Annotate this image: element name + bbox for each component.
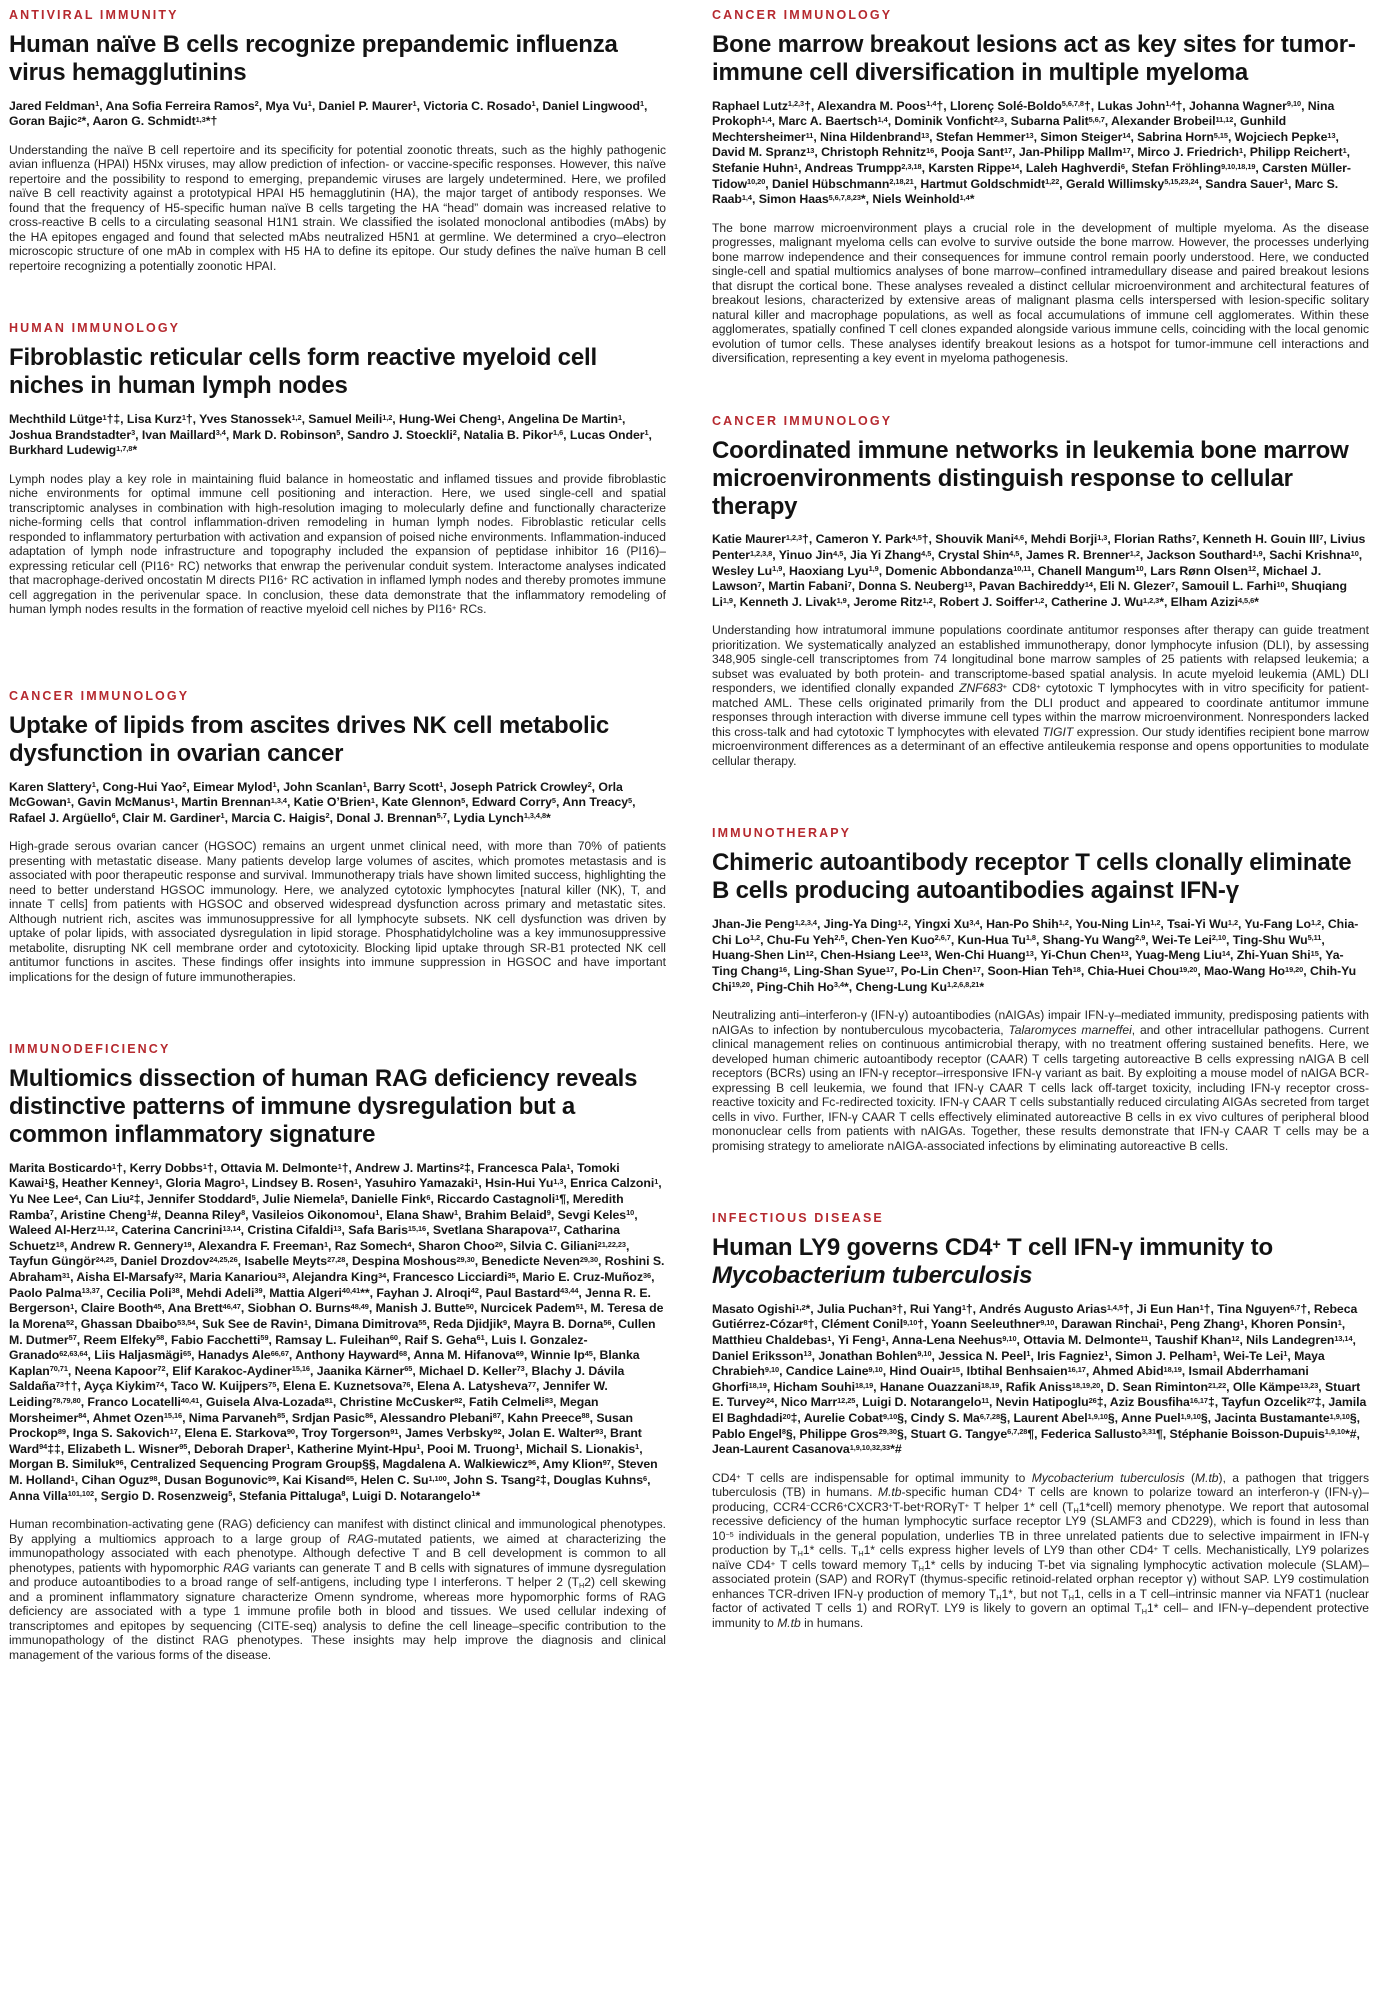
article-category: IMMUNODEFICIENCY [9, 1042, 171, 1057]
article-abstract: Human recombination-activating gene (RAG) deficiency can manifest with distinct clinical and immunological phenotypes. By applying a multiomics approach to a large group of RAG-mutated patients, we aimed at characterizing the immunopathology associated with each phenotype. Although defective T and B cell development is common to all phenotypes, patients with hypomorphic RAG variants can generate T and B cells with signatures of immune dysregulation and produce autoantibodies to a broad range of self-antigens, including type I interferons. T helper 2 $(T_H2)$ cell skewing and a prominent inflammatory signature characterize Omenn syndrome, whereas more hypomorphic forms of RAG deficiency are associated with a type 1 immune profile both in blood and tissues. We used cellular indexing of transcriptomes and epitopes by sequencing (CITE-seq) analysis to define the cell lineage–specific contribution to the immunopathology of the distinct RAG phenotypes. These insights may help improve the diagnosis and clinical management of the various forms of the disease. [9, 1517, 667, 1662]
article-authors: Karen Slattery$^1$, Cong-Hui Yao$^2$, Eimear Mylod$^1$, John Scanlan$^1$, Barry Scott$^1$, Joseph Patrick Crowley$^2$, Orla McGowan$^1$, Gavin McManus$^1$, Martin Brennan$^{1,3,4}$, Katie O’Brien$^1$, Kate Glennon$^5$, Edward Corry$^5$, Ann Treacy$^5$, Rafael J. Argüello$^6$, Clair M. Gardiner$^1$, Marcia C. Haigis$^2$, Donal J. Brennan$^{5,7}$, Lydia Lynch$^{1,3,4,8}$* [9, 779, 636, 825]
article [712, 414, 1369, 769]
article-authors: Masato Ogishi$^{1,2}$*, Julia Puchan$^3$†, Rui Yang$^1$†, Andrés Augusto Arias$^{1,4,5}$†, Ji Eun Han$^1$†, Tina Nguyen$^{6,7}$†, Rebeca Gutiérrez-Cózar$^8$†, Clément Conil$^{9,10}$†, Yoann Seeleuthner$^{9,10}$, Darawan Rinchai$^1$, Peng Zhang$^1$, Khoren Ponsin$^1$, Matthieu Chaldebas$^1$, Yi Feng$^1$, Anna-Lena Neehus$^{9,10}$, Ottavia M. Delmonte$^{11}$, Taushif Khan$^{12}$, Nils Landegren$^{13,14}$, Daniel Eriksson$^{13}$, Jonathan Bohlen$^{9,10}$, Jessica N. Peel$^1$, Iris Fagniez$^1$, Simon J. Pelham$^1$, Wei-Te Lei$^1$, Maya Chrabieh$^{9,10}$, Candice Laine$^{9,10}$, Hind Ouair$^{15}$, Ibtihal Benhsaien$^{16,17}$, Ahmed Abid$^{18,19}$, Ismail Abderrhamani Ghorfi$^{18,19}$, Hicham Souhi$^{18,19}$, Hanane Ouazzani$^{18,19}$, Rafik Aniss$^{18,19,20}$, D. Sean Riminton$^{21,22}$, Olle Kämpe$^{13,23}$, Stuart E. Turvey$^{24}$, Nico Marr$^{12,25}$, Luigi D. Notarangelo$^{11}$, Nevin Hatipoglu$^{26}$‡, Aziz Bousfiha$^{16,17}$‡, Tayfun Ozcelik$^{27}$‡, Jamila El Baghdadi$^{20}$‡, Aurelie Cobat$^{9,10}$§, Cindy S. Ma$^{6,7,28}$§, Laurent Abel$^{1,9,10}$§, Anne Puel$^{1,9,10}$§, Jacinta Bustamante$^{1,9,10}$§, Pablo Engel$^8$§, Philippe Gros$^{29,30}$§, Stuart G. Tangye$^{6,7,28}$¶, Federica Sallusto$^{3,31}$¶, Stéphanie Boisson-Dupuis$^{1,9,10}$*#, Jean-Laurent Casanova$^{1,9,10,32,33}$*# [712, 1301, 1367, 1457]
article-authors: Marita Bosticardo$^1$†, Kerry Dobbs$^1$†, Ottavia M. Delmonte$^1$†, Andrew J. Martins$^2$‡, Francesca Pala$^1$, Tomoki Kawai$^1$§, Heather Kenney$^1$, Gloria Magro$^1$, Lindsey B. Rosen$^1$, Yasuhiro Yamazaki$^1$, Hsin-Hui Yu$^{1,3}$, Enrica Calzoni$^1$, Yu Nee Lee$^4$, Can Liu$^2$‡, Jennifer Stoddard$^5$, Julie Niemela$^5$, Danielle Fink$^6$, Riccardo Castagnoli$^1$¶, Meredith Ramba$^7$, Aristine Cheng$^1$#, Deanna Riley$^8$, Vasileios Oikonomou$^1$, Elana Shaw$^1$, Brahim Belaid$^9$, Sevgi Keles$^{10}$, Waleed Al-Herz$^{11,12}$, Caterina Cancrini$^{13,14}$, Cristina Cifaldi$^{13}$, Safa Baris$^{15,16}$, Svetlana Sharapova$^{17}$, Catharina Schuetz$^{18}$, Andrew R. Gennery$^{19}$, Alexandra F. Freeman$^1$, Raz Somech$^4$, Sharon Choo$^{20}$, Silvia C. Giliani$^{21,22,23}$, Tayfun Güngör$^{24,25}$, Daniel Drozdov$^{24,25,26}$, Isabelle Meyts$^{27,28}$, Despina Moshous$^{29,30}$, Benedicte Neven$^{29,30}$, Roshini S. Abraham$^{31}$, Aisha El-Marsafy$^{32}$, Maria Kanariou$^{33}$, Alejandra King$^{34}$, Francesco Licciardi$^{35}$, Mario E. Cruz-Muñoz$^{36}$, Paolo Palma$^{13,37}$, Cecilia Poli$^{38}$, Mehdi Adeli$^{39}$, Mattia Algeri$^{40,41}$**, Fayhan J. Alroqi$^{42}$, Paul Bastard$^{43,44}$, Jenna R. E. Bergerson$^1$, Claire Booth$^{45}$, Ana Brett$^{46,47}$, Siobhan O. Burns$^{48,49}$, Manish J. Butte$^{50}$, Nurcicek Padem$^{51}$, M. Teresa de la Morena$^{52}$, Ghassan Dbaibo$^{53,54}$, Suk See de Ravin$^1$, Dimana Dimitrova$^{55}$, Reda Djidjik$^9$, Mayra B. Dorna$^{56}$, Cullen M. Dutmer$^{57}$, Reem Elfeky$^{58}$, Fabio Facchetti$^{59}$, Ramsay L. Fuleihan$^{60}$, Raif S. Geha$^{61}$, Luis I. Gonzalez-Granado$^{62,63,64}$, Liis Haljasmägi$^{65}$, Hanadys Ale$^{66,67}$, Anthony Hayward$^{68}$, Anna M. Hifanova$^{69}$, Winnie Ip$^{45}$, Blanka Kaplan$^{70,71}$, Neena Kapoor$^{72}$, Elif Karakoc-Aydiner$^{15,16}$, Jaanika Kärner$^{65}$, Michael D. Keller$^{73}$, Blachy J. Dávila Saldaña$^{73}$††, Ayça Kiykim$^{74}$, Taco W. Kuijpers$^{75}$, Elena E. Kuznetsova$^{76}$, Elena A. Latysheva$^{77}$, Jennifer W. Leiding$^{78,79,80}$, Franco Locatelli$^{40,41}$, Guisela Alva-Lozada$^{81}$, Christine McCusker$^{82}$, Fatih Celmeli$^{83}$, Megan Morsheimer$^{84}$, Ahmet Ozen$^{15,16}$, Nima Parvaneh$^{85}$, Srdjan Pasic$^{86}$, Alessandro Plebani$^{87}$, Kahn Preece$^{88}$, Susan Prockop$^{89}$, Inga S. Sakovich$^{17}$, Elena E. Starkova$^{90}$, Troy Torgerson$^{91}$, James Verbsky$^{92}$, Jolan E. Walter$^{93}$, Brant Ward$^{94}$‡‡, Elizabeth L. Wisner$^{95}$, Deborah Draper$^1$, Katherine Myint-Hpu$^1$, Pooi M. Truong$^1$, Michail S. Lionakis$^1$, Morgan B. Similuk$^{96}$, Centralized Sequencing Program Group§§, Magdalena A. Walkiewicz$^{96}$, Amy Klion$^{97}$, Steven M. Holland$^1$, Cihan Oguz$^{98}$, Dusan Bogunovic$^{99}$, Kai Kisand$^{65}$, Helen C. Su$^{1,100}$, John S. Tsang$^2$‡, Douglas Kuhns$^6$, Anna Villa$^{101,102}$, Sergio D. Rosenzweig$^5$, Stefania Pittaluga$^8$, Luigi D. Notarangelo$^1$* [9, 1160, 665, 1503]
article-category: CANCER IMMUNOLOGY [712, 413, 893, 428]
article-abstract: Lymph nodes play a key role in maintaining fluid balance in homeostatic and inflamed tissues and provide fibroblastic niche environments for optimal immune cell positioning and interaction. Here, we used single-cell and spatial transcriptomic analyses in combination with high-resolution imaging to molecularly define and functionally characterize niche-forming cells that control inflammation-driven remodeling in human lymph nodes. Fibroblastic reticular cells responded to inflammatory perturbation with activation and expansion of poised niche environments. Inflammation-induced adaptation of lymph node infrastructure and topography included the expansion of peptidase inhibitor 16 (PI16)–expressing reticular cell (PI16+ RC) networks that enwrap the perivenular conduit system. Interactome analyses indicated that macrophage-derived oncostatin M directs PI16+ RC activation in inflamed lymph nodes and thereby promotes immune cell aggregation in the perivenular space. In conclusion, these data demonstrate that the inflammatory remodeling of human lymph nodes results in the formation of reactive myeloid cell niches by PI16+ RCs. [9, 471, 666, 617]
article-abstract: CD4+ T cells are indispensable for optimal immunity to Mycobacterium tuberculosis (M.tb), a pathogen that triggers tuberculosis (TB) in humans. M.tb-specific human CD4+ T cells are known to polarize toward an interferon-γ (IFN-γ)–producing, CCR4−CCR6+CXCR3+T-bet+RORγT+ T helper 1* cell $(T_H1*cell)$ memory phenotype. We report that autosomal recessive deficiency of the human lymphocytic surface receptor LY9 (SLAMF3 and CD229), which is found in less than $10^{-5}$ individuals in the general population, underlies TB in three unrelated patients due to selective impairment in IFN-γ production by $T_H1*$ cells. $T_H1*$ cells express higher levels of LY9 than other CD4+ T cells. Mechanistically, LY9 polarizes naïve CD4+ T cells toward memory $T_H1*$ cells by inducing T-bet via signaling lymphocytic activation molecule (SLAM)–associated protein (SAP) and RORγT (thymus-specific retinoid-related orphan receptor γ) without SAP. LY9 costimulation enhances TCR-driven IFN-γ production of memory $T_H1*$, but not $T_H1$, cells in a T cell–intrinsic manner via NFAT1 (nuclear factor of activated T cells 1) and RORγT. LY9 is likely to govern an optimal $T_H1*$ cell– and IFN-γ–dependent protective immunity to M.tb in humans. [712, 1470, 1370, 1630]
article-abstract: Understanding the naïve B cell repertoire and its specificity for potential zoonotic threats, such as the highly pathogenic avian influenza (HPAI) H5Nx viruses, may allow prediction of infection- or vaccine-specific responses. However, this naïve repertoire and the possibility to respond to emerging, prepandemic viruses are largely undetermined. Here, we profiled naïve B cell reactivity against a prototypical HPAI H5 hemagglutinin (HA), the major target of antibody responses. We found that the frequency of H5-specific human naïve B cells targeting the HA “head” domain was increased relative to cross-reactive B cells to a circulating seasonal H1N1 strain. We classified the isolated monoclonal antibodies (mAbs) by the HA epitopes engaged and found that selected mAbs neutralized H5N1 at germline. We determined a cryo–electron microscopic structure of one mAb in complex with H5 HA to define its epitope. Our study defines the naïve human B cell repertoire recognizing a potentially zoonotic HPAI. [9, 142, 666, 273]
article-authors: Raphael Lutz$^{1,2,3}$†, Alexandra M. Poos$^{1,4}$†, Llorenç Solé-Boldo$^{5,6,7,8}$†, Lukas John$^{1,4}$†, Johanna Wagner$^{9,10}$, Nina Prokoph$^{1,4}$, Marc A. Baertsch$^{1,4}$, Dominik Vonficht$^{2,3}$, Subarna Palit$^{5,6,7}$, Alexander Brobeil$^{11,12}$, Gunhild Mechtersheimer$^{11}$, Nina Hildenbrand$^{13}$, Stefan Hemmer$^{13}$, Simon Steiger$^{14}$, Sabrina Horn$^{5,15}$, Wojciech Pepke$^{13}$, David M. Spranz$^{13}$, Christoph Rehnitz$^{16}$, Pooja Sant$^{17}$, Jan-Philipp Mallm$^{17}$, Mirco J. Friedrich$^1$, Philipp Reichert$^1$, Stefanie Huhn$^1$, Andreas Trumpp$^{2,3,18}$, Karsten Rippe$^{14}$, Laleh Haghverdi$^6$, Stefan Fröhling$^{9,10,18,19}$, Carsten Müller-Tidow$^{10,20}$, Daniel Hübschmann$^{2,18,21}$, Hartmut Goldschmidt$^{1,22}$, Gerald Willimsky$^{5,15,23,24}$, Sandra Sauer$^1$, Marc S. Raab$^{1,4}$, Simon Haas$^{5,6,7,8,23}$*, Niels Weinhold$^{1,4}$* [712, 98, 1351, 207]
article-category: ANTIVIRAL IMMUNITY [9, 8, 179, 22]
article-authors: Katie Maurer$^{1,2,3}$†, Cameron Y. Park$^{4,5}$†, Shouvik Mani$^{4,6}$, Mehdi Borji$^{1,3}$, Florian Raths$^7$, Kenneth H. Gouin III$^7$, Livius Penter$^{1,2,3,8}$, Yinuo Jin$^{4,5}$, Jia Yi Zhang$^{4,5}$, Crystal Shin$^{4,5}$, James R. Brenner$^{1,2}$, Jackson Southard$^{1,9}$, Sachi Krishna$^{10}$, Wesley Lu$^{1,9}$, Haoxiang Lyu$^{1,9}$, Domenic Abbondanza$^{10,11}$, Chanell Mangum$^{10}$, Lars Rønn Olsen$^{12}$, Michael J. Lawson$^7$, Martin Fabani$^7$, Donna S. Neuberg$^{13}$, Pavan Bachireddy$^{14}$, Eli N. Glezer$^7$, Samouil L. Farhi$^{10}$, Shuqiang Li$^{1,9}$, Kenneth J. Livak$^{1,9}$, Jerome Ritz$^{1,2}$, Robert J. Soiffer$^{1,2}$, Catherine J. Wu$^{1,2,3}$*, Elham Azizi$^{4,5,6}$* [712, 532, 1366, 609]
article-abstract: High-grade serous ovarian cancer (HGSOC) remains an urgent unmet clinical need, with more than 70% of patients presenting with metastatic disease. Many patients develop large volumes of ascites, which promotes metastasis and is associated with poor therapeutic response and survival. Immunotherapy trials have shown limited success, highlighting the need to better understand HGSOC immunology. Here, we analyzed cytotoxic lymphocytes [natural killer (NK), T, and innate T cells] from patients with HGSOC and observed widespread dysfunction across primary and metastatic sites. Although nutrient rich, ascites was immunosuppressive for all lymphocyte subsets. NK cell dysfunction was driven by uptake of polar lipids, with associated dysregulation in lipid storage. Phosphatidylcholine was a key immunosuppressive metabolite, disrupting NK cell membrane order and cytotoxicity. Blocking lipid uptake through SR-B1 protected NK cell antitumor functions in ascites. These findings offer insights into immune suppression in HGSOC and have important implications for the design of future immunotherapies. [9, 839, 666, 984]
right-column [712, 8, 1369, 1710]
article-title: Human LY9 governs CD4+ T cell IFN-γ immunity to Mycobacterium tuberculosis [712, 1234, 1273, 1289]
article-category: IMMUNOTHERAPY [712, 826, 852, 841]
article-authors: Mechthild Lütge$^1$†‡, Lisa Kurz$^1$†, Yves Stanossek$^{1,2}$, Samuel Meili$^{1,2}$, Hung-Wei Cheng$^1$, Angelina De Martin$^1$, Joshua Brandstadter$^3$, Ivan Maillard$^{3,4}$, Mark D. Robinson$^5$, Sandro J. Stoeckli$^2$, Natalia B. Pikor$^{1,6}$, Lucas Onder$^1$, Burkhard Ludewig$^{1,7,8}$* [9, 412, 652, 458]
article [712, 8, 1369, 366]
article-abstract: Neutralizing anti–interferon-γ (IFN-γ) autoantibodies (nAIGAs) impair IFN-γ–mediated immunity, predisposing patients with nAIGAs to infection by nontuberculous mycobacteria, Talaromyces marneffei, and other intracellular pathogens. Current clinical management relies on continuous antimicrobial therapy, with no treatment offering sustained benefits. Here, we developed human chimeric autoantibody receptor (CAAR) T cells targeting autoreactive B cells expressing nAIGA B cell receptors (BCRs) using an IFN-γ receptor–irresponsive IFN-γ variant as bait. By exploiting a mouse model of nAIGA BCR-expressing B cell leukemia, we found that IFN-γ CAAR T cells lack off-target toxicity, including IFN-γ receptor cross-reactive toxicity and Fc-redirected toxicity. IFN-γ CAAR T cells substantially reduced circulating AIGAs secreted from target cells in vivo. Further, IFN-γ CAAR T cells effectively eliminated autoreactive B cells in ex vivo cultures of peripheral blood mononuclear cells from patients with nAIGAs. Together, these results demonstrate that IFN-γ CAAR T cells may be a promising strategy to ameliorate nAIGA-associated infections by eliminating autoreactive B cells. [712, 1008, 1369, 1153]
article-title: Chimeric autoantibody receptor T cells clonally eliminate B cells producing autoantibodies against IFN-γ [712, 849, 1352, 905]
left-column [9, 8, 666, 1710]
article-category: HUMAN IMMUNOLOGY [9, 321, 181, 336]
article-category: CANCER IMMUNOLOGY [712, 8, 893, 22]
article [712, 1211, 1369, 1630]
article-abstract: Understanding how intratumoral immune populations coordinate antitumor responses after therapy can guide treatment prioritization. We systematically analyzed an established immunotherapy, donor lymphocyte infusion (DLI), by assessing 348,905 single-cell transcriptomes from 74 longitudinal bone marrow samples of 25 patients with relapsed leukemia; a subset was evaluated by both protein- and transcriptome-based spatial analysis. In acute myeloid leukemia (AML) DLI responders, we identified clonally expanded ZNF683+ CD8+ cytotoxic T lymphocytes with in vitro specificity for patient-matched AML. These cells originated primarily from the DLI product and appeared to coordinate antitumor immune responses through interaction with diverse immune cell types within the marrow microenvironment. Nonresponders lacked this cross-talk and had cytotoxic T lymphocytes with elevated TIGIT expression. Our study identifies recipient bone marrow microenvironment differences as a determinant of an effective antileukemia response and opens opportunities to modulate cellular therapy. [712, 623, 1369, 768]
article [9, 321, 666, 616]
article-authors: Jhan-Jie Peng$^{1,2,3,4}$, Jing-Ya Ding$^{1,2}$, Yingxi Xu$^{3,4}$, Han-Po Shih$^{1,2}$, You-Ning Lin$^{1,2}$, Tsai-Yi Wu$^{1,2}$, Yu-Fang Lo$^{1,2}$, Chia-Chi Lo$^{1,2}$, Chu-Fu Yeh$^{2,5}$, Chen-Yen Kuo$^{2,6,7}$, Kun-Hua Tu$^{1,8}$, Shang-Yu Wang$^{2,9}$, Wei-Te Lei$^{2,10}$, Ting-Shu Wu$^{5,11}$, Huang-Shen Lin$^{12}$, Chen-Hsiang Lee$^{13}$, Wen-Chi Huang$^{13}$, Yi-Chun Chen$^{13}$, Yuag-Meng Liu$^{14}$, Zhi-Yuan Shi$^{15}$, Ya-Ting Chang$^{16}$, Ling-Shan Syue$^{17}$, Po-Lin Chen$^{17}$, Soon-Hian Teh$^{18}$, Chia-Huei Chou$^{19,20}$, Mao-Wang Ho$^{19,20}$, Chih-Yu Chi$^{19,20}$, Ping-Chih Ho$^{3,4}$*, Cheng-Lung Ku$^{1,2,6,8,21}$* [712, 917, 1359, 994]
article-title: Multiomics dissection of human RAG deficiency reveals distinctive patterns of immune dysregulation but a common inflammatory signature [9, 1065, 638, 1148]
article-title: Fibroblastic reticular cells form reactive myeloid cell niches in human lymph nodes [9, 344, 597, 400]
article [9, 1042, 666, 1662]
article-abstract: The bone marrow microenvironment plays a crucial role in the development of multiple myeloma. As the disease progresses, malignant myeloma cells can evolve to survive outside the bone marrow. However, the processes underlying bone marrow independence and their consequences for immune control remain poorly understood. Here, we conducted single-cell and spatial multiomics analyses of bone marrow–confined intramedullary disease and paired breakout lesions that disrupt the cortical bone. These analyses revealed a distinct cellular microenvironment and architectural features of breakout lesions, characterized by extensive areas of malignant plasma cells interspersed with lesion-specific solitary natural killer and macrophage populations, as well as focal accumulations of immune cell agglomerates. Within these agglomerates, spatially confined T cell clones expanded alongside various immune cells, coinciding with the local genomic evolution of tumor cells. These analyses identify breakout lesions as a hotspot for tumor-immune cell interactions and diversification, representing a key event in myeloma pathogenesis. [712, 220, 1369, 366]
article-category: INFECTIOUS DISEASE [712, 1211, 884, 1226]
article [712, 826, 1369, 1153]
article-category: CANCER IMMUNOLOGY [9, 688, 190, 703]
article-title: Human naïve B cells recognize prepandemic influenza virus hemagglutinins [9, 31, 618, 86]
article-title: Coordinated immune networks in leukemia bone marrow microenvironments distinguish response to cellular therapy [712, 436, 1349, 520]
article-authors: Jared Feldman$^1$, Ana Sofia Ferreira Ramos$^2$, Mya Vu$^1$, Daniel P. Maurer$^1$, Victoria C. Rosado$^1$, Daniel Lingwood$^1$, Goran Bajic$^2$*, Aaron G. Schmidt$^{1,3}$*† [9, 98, 648, 129]
article [9, 8, 666, 273]
article-title: Uptake of lipids from ascites drives NK cell metabolic dysfunction in ovarian cancer [9, 711, 610, 767]
article-title: Bone marrow breakout lesions act as key sites for tumor-immune cell diversification in multiple myeloma [712, 31, 1356, 86]
article [9, 689, 666, 984]
